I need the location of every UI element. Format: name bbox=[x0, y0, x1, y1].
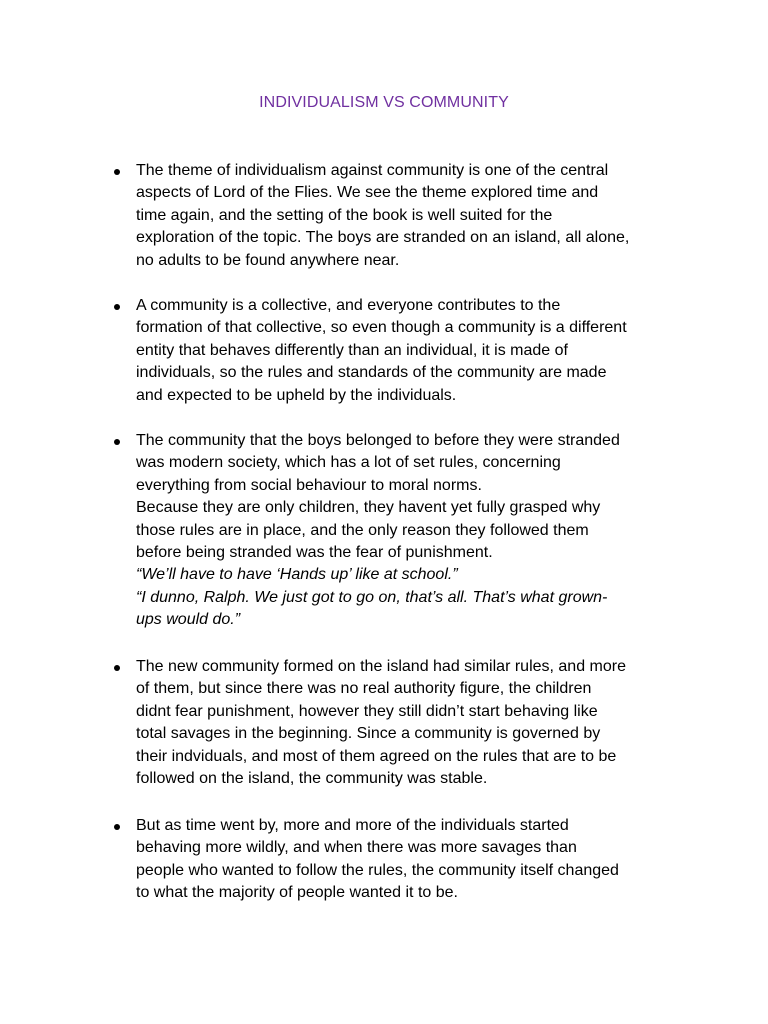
text-line: was modern society, which has a lot of set rules, concerning bbox=[136, 454, 561, 472]
text-line: to what the majority of people wanted it to be. bbox=[136, 884, 458, 902]
text-line: individuals, so the rules and standards of the community are made bbox=[136, 364, 607, 382]
text-line: followed on the island, the community was stable. bbox=[136, 770, 488, 788]
text-line: behaving more wildly, and when there was more savages than bbox=[136, 839, 577, 857]
bullet-marker-icon bbox=[114, 304, 120, 310]
text-line: everything from social behaviour to moral norms. bbox=[136, 476, 482, 494]
quote-line: “I dunno, Ralph. We just got to go on, that’s all. That’s what grown- bbox=[136, 588, 608, 606]
text-line: total savages in the beginning. Since a community is governed by bbox=[136, 725, 601, 743]
bullet-marker-icon bbox=[114, 169, 120, 175]
text-line: A community is a collective, and everyone contributes to the bbox=[136, 297, 561, 314]
bullet-text bbox=[136, 656, 684, 790]
text-line: Because they are only children, they havent yet fully grasped why bbox=[136, 499, 601, 517]
text-line: formation of that collective, so even though a community is a different bbox=[136, 319, 627, 337]
text-line: aspects of Lord of the Flies. We see the theme explored time and bbox=[136, 184, 599, 202]
text-line: But as time went by, more and more of the individuals started bbox=[136, 817, 569, 834]
text-line: of them, but since there was no real authority figure, the children bbox=[136, 680, 592, 698]
text-line: exploration of the topic. The boys are stranded on an island, all alone, bbox=[136, 229, 630, 247]
text-line: people who wanted to follow the rules, the community itself changed bbox=[136, 861, 619, 879]
text-line: no adults to be found anywhere near. bbox=[136, 251, 400, 269]
bullet-text bbox=[136, 430, 684, 632]
text-line: didnt fear punishment, however they still didn’t start behaving like bbox=[136, 702, 598, 720]
text-line: those rules are in place, and the only reason they followed them bbox=[136, 521, 589, 539]
bullet-text bbox=[136, 160, 684, 272]
quote-line: “We’ll have to have ‘Hands up’ like at school.” bbox=[136, 566, 458, 584]
text-line: their indviduals, and most of them agreed on the rules that are to be bbox=[136, 747, 617, 765]
bullet-text bbox=[136, 815, 684, 905]
bullet-marker-icon bbox=[114, 824, 120, 830]
text-line: The new community formed on the island had similar rules, and more bbox=[136, 658, 626, 675]
bullet-text bbox=[136, 295, 684, 407]
text-line: before being stranded was the fear of punishment. bbox=[136, 544, 493, 562]
bullet-marker-icon bbox=[114, 665, 120, 671]
text-line: and expected to be upheld by the individuals. bbox=[136, 386, 457, 404]
text-line: The community that the boys belonged to before they were stranded bbox=[136, 432, 620, 449]
bullet-marker-icon bbox=[114, 439, 120, 445]
quote-line: ups would do.” bbox=[136, 611, 241, 629]
text-line: The theme of individualism against community is one of the central bbox=[136, 162, 609, 179]
page-title: INDIVIDUALISM VS COMMUNITY bbox=[259, 94, 509, 111]
text-line: entity that behaves differently than an individual, it is made of bbox=[136, 341, 568, 359]
text-line: time again, and the setting of the book is well suited for the bbox=[136, 206, 553, 224]
